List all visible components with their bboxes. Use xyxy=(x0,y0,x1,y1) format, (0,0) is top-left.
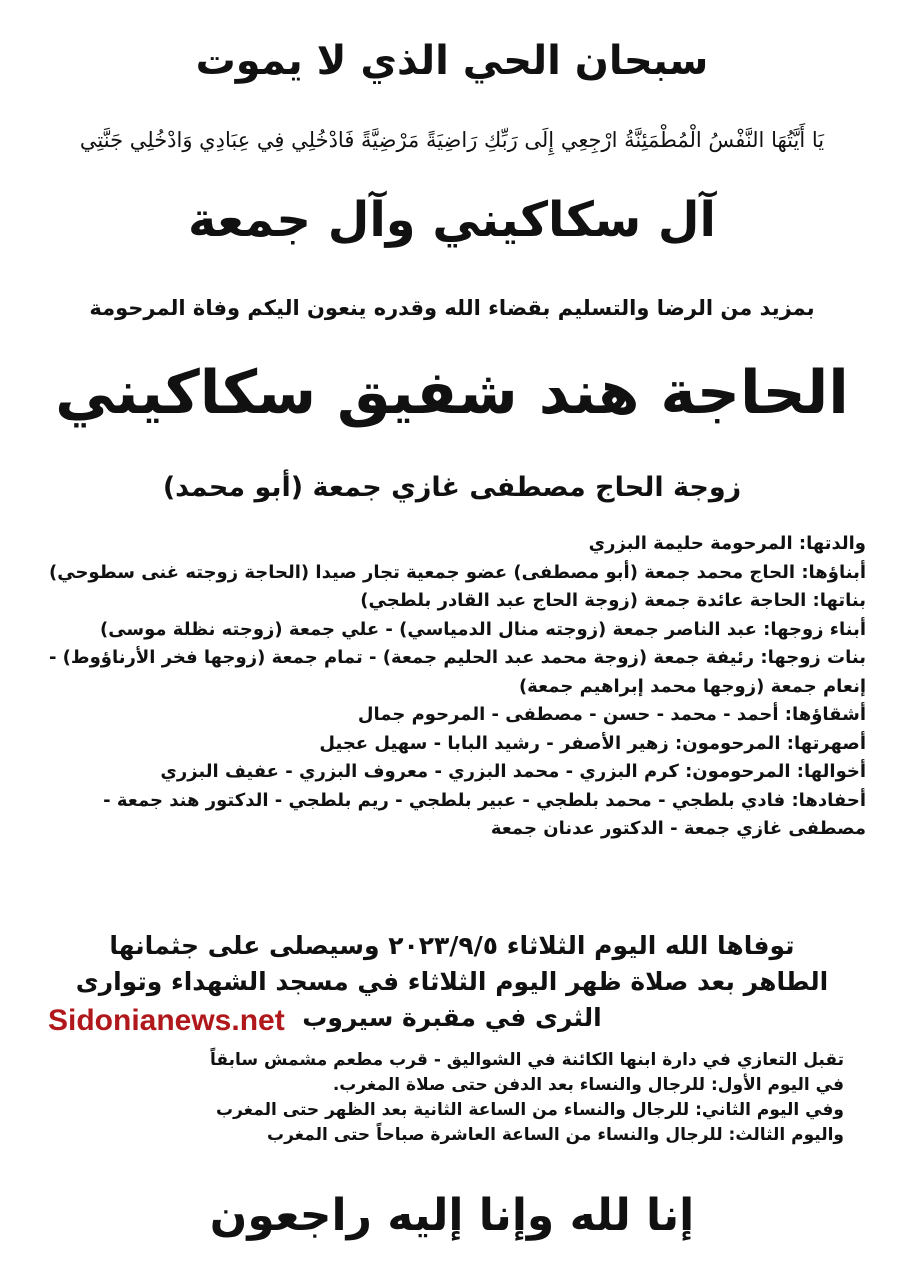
condolence-line: وفي اليوم الثاني: للرجال والنساء من الساعة الثانية بعد الظهر حتى المغرب xyxy=(216,1100,844,1120)
relative-line-stepdaughters: بنات زوجها: رئيفة جمعة (زوجة محمد عبد الحليم جمعة) - تمام جمعة (زوجها فخر الأرناؤوط) - إنعام جمعة (زوجها محمد إبراهيم جمعة) xyxy=(48,647,866,697)
relative-line-stepsons: أبناء زوجها: عبد الناصر جمعة (زوجته منال الدمياسي) - علي جمعة (زوجته نظلة موسى) xyxy=(99,618,866,640)
condolence-line: واليوم الثالث: للرجال والنساء من الساعة العاشرة صباحاً حتى المغرب xyxy=(267,1125,844,1145)
death-line: الطاهر بعد صلاة ظهر اليوم الثلاثاء في مسجد الشهداء وتوارى xyxy=(75,967,829,996)
relative-line-siblings: أشقاؤها: أحمد - محمد - حسن - مصطفى - المرحوم جمال xyxy=(357,704,866,725)
relative-line-mother: والدتها: المرحومة حليمة البزري xyxy=(588,533,866,554)
intro-line: بمزيد من الرضا والتسليم بقضاء الله وقدره ينعون اليكم وفاة المرحومة xyxy=(89,296,815,320)
site-watermark: Sidonianews.net xyxy=(48,1004,285,1037)
condolence-line: تقبل التعازي في دارة ابنها الكائنة في الشواليق - قرب مطعم مشمش سابقاً xyxy=(209,1050,844,1070)
relative-line-sons: أبناؤها: الحاج محمد جمعة (أبو مصطفى) عضو جمعية تجار صيدا (الحاجة زوجته غنى سطوحي) xyxy=(49,561,866,583)
condolence-line: في اليوم الأول: للرجال والنساء بعد الدفن حتى صلاة المغرب. xyxy=(332,1075,844,1095)
condolences-block xyxy=(60,1048,844,1148)
header-title: سبحان الحي الذي لا يموت xyxy=(195,38,709,84)
relative-line-uncles: أخوالها: المرحومون: كرم البزري - محمد البزري - معروف البزري - عفيف البزري xyxy=(160,761,866,782)
relative-line-daughters: بناتها: الحاجة عائدة جمعة (زوجة الحاج عبد القادر بلطجي) xyxy=(360,590,866,611)
relatives-list xyxy=(40,530,866,844)
quran-verse: يَا أَيَّتُهَا النَّفْسُ الْمُطْمَئِنَّةُ ارْجِعِي إِلَى رَبِّكِ رَاضِيَةً مَرْضِيَّةً فَادْخُلِي فِي عِبَادِي وَادْخُلِي جَنَّتِي xyxy=(79,128,825,152)
closing-phrase: إنا لله وإنا إليه راجعون xyxy=(209,1190,695,1241)
deceased-name: الحاجة هند شفيق سكاكيني xyxy=(55,358,849,428)
death-line: الثرى في مقبرة سيروب xyxy=(302,1003,602,1032)
relative-line-grandchildren: أحفادها: فادي بلطجي - محمد بلطجي - عبير بلطجي - ريم بلطجي - الدكتور هند جمعة - مصطفى غازي جمعة - الدكتور عدنان جمعة xyxy=(103,789,866,839)
families-title: آل سكاكيني وآل جمعة xyxy=(188,192,716,248)
husband-line: زوجة الحاج مصطفى غازي جمعة (أبو محمد) xyxy=(162,472,742,503)
death-line: توفاها الله اليوم الثلاثاء ٢٠٢٣/٩/٥ وسيصلى على جثمانها xyxy=(109,931,795,960)
relative-line-in-laws: أصهرتها: المرحومون: زهير الأصفر - رشيد البابا - سهيل عجيل xyxy=(319,732,866,754)
